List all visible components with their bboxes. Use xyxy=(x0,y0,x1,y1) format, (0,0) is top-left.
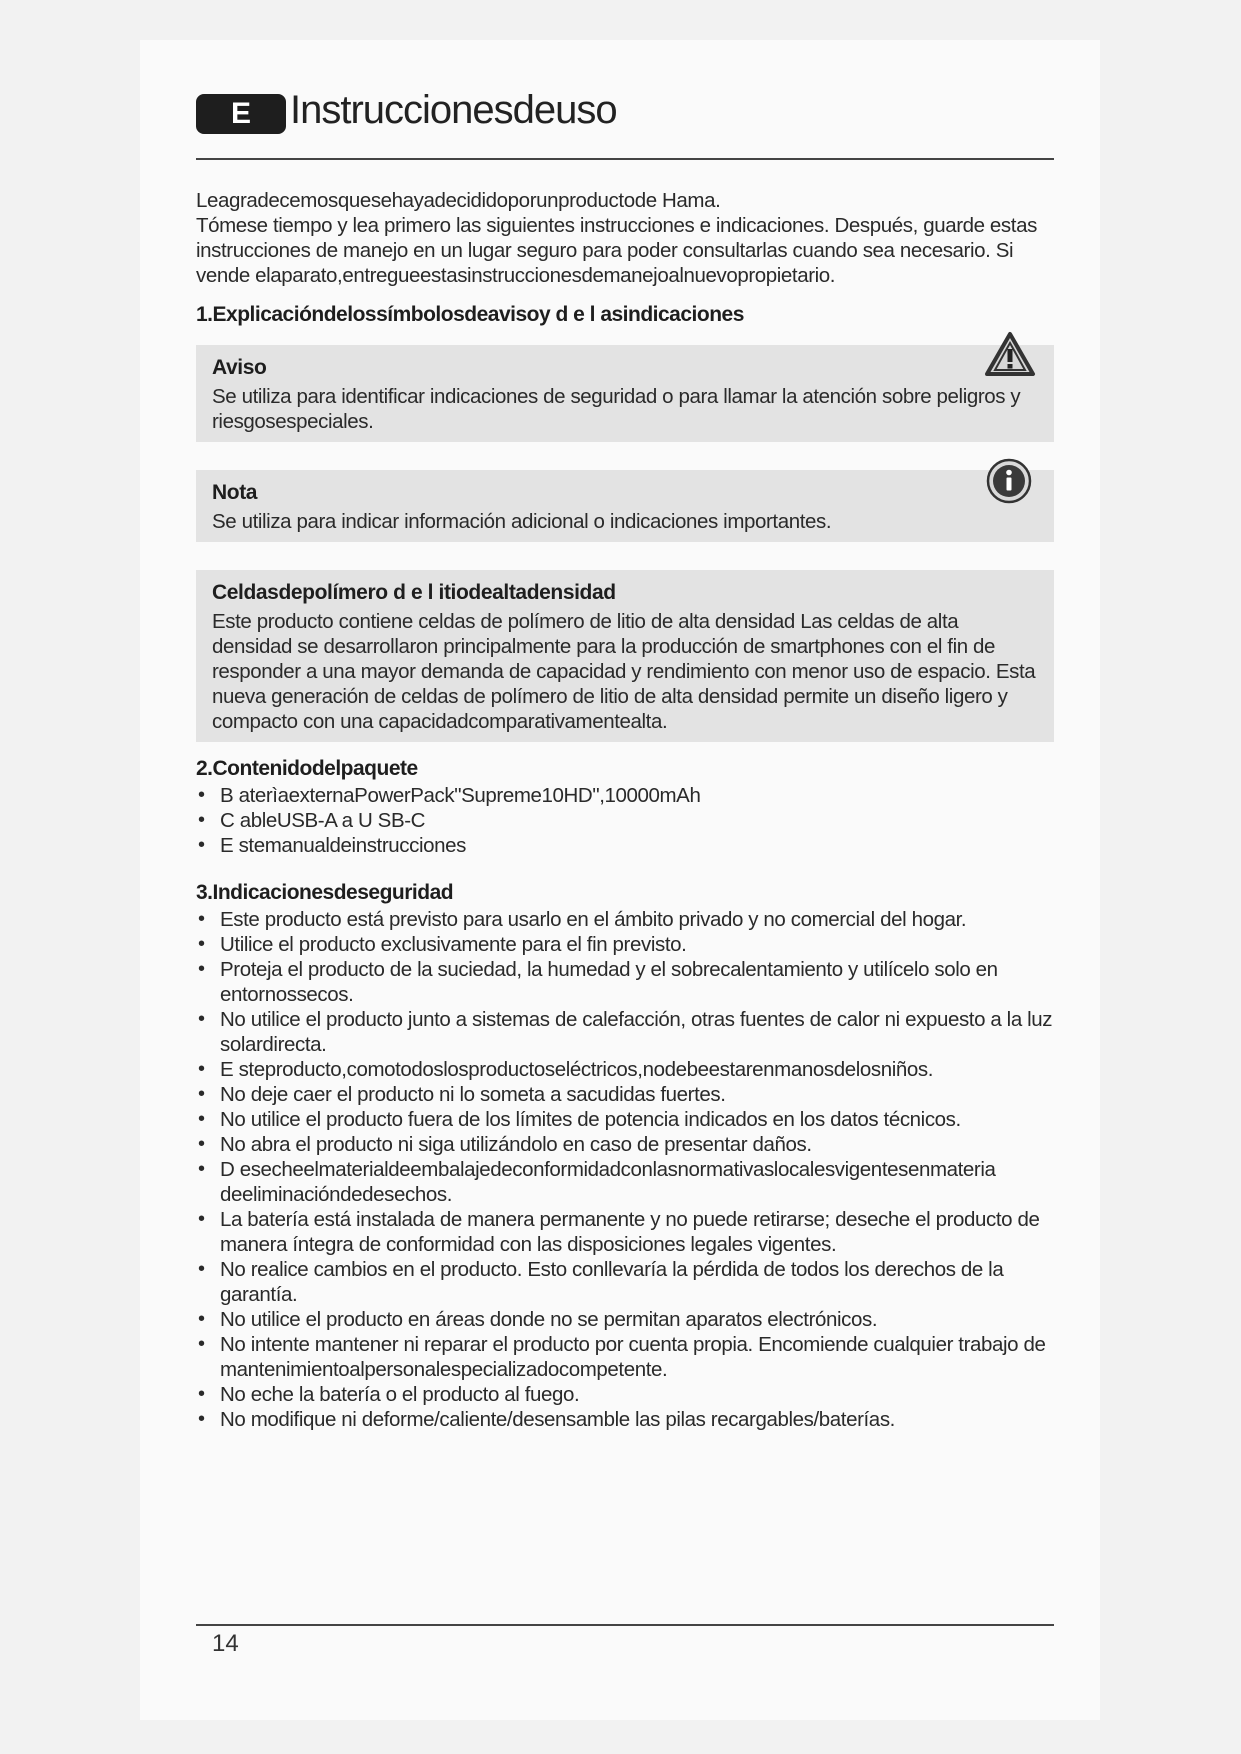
main-content xyxy=(196,188,1054,1432)
list-item: • No intente mantener ni reparar el producto por cuenta propia. Encomiende cualquier trabajo de mantenimientoalpersonalespecializadocompetente. xyxy=(196,1332,1054,1382)
list-item: • Utilice el producto exclusivamente para el fin previsto. xyxy=(196,932,1054,957)
section-heading-package: 2.Contenidodelpaquete xyxy=(196,757,418,780)
intro-line: Leagradecemosquesehayadecididoporunproductode Hama. xyxy=(196,189,721,212)
lithium-cells-box xyxy=(196,570,1054,742)
section-heading-safety: 3.Indicacionesdeseguridad xyxy=(196,881,454,904)
warning-triangle-icon xyxy=(984,331,1036,383)
list-item: • Este producto está previsto para usarlo en el ámbito privado y no comercial del hogar. xyxy=(196,907,1054,932)
list-item: • E steproducto,comotodoslosproductoseléctricos,nodebeestarenmanosdelosniños. xyxy=(196,1057,1054,1082)
footer-divider xyxy=(196,1624,1054,1626)
section-heading-symbols: 1.Explicacióndelossímbolosdeavisoy d e l asindicaciones xyxy=(196,303,744,326)
list-item: • No deje caer el producto ni lo someta a sacudidas fuertes. xyxy=(196,1082,1054,1107)
page-title: Instruccionesdeuso xyxy=(290,88,617,132)
note-box xyxy=(196,470,1054,542)
list-item: • No realice cambios en el producto. Esto conllevaría la pérdida de todos los derechos de la garantía. xyxy=(196,1257,1054,1307)
list-item: • No modifique ni deforme/caliente/desensamble las pilas recargables/baterías. xyxy=(196,1407,1054,1432)
note-title: Nota xyxy=(212,481,258,504)
list-item: • E stemanualdeinstrucciones xyxy=(196,833,1054,858)
warning-box xyxy=(196,345,1054,442)
safety-list xyxy=(196,907,1054,1432)
list-item: • No eche la batería o el producto al fuego. xyxy=(196,1382,1054,1407)
warning-title: Aviso xyxy=(212,356,267,379)
list-item: • No utilice el producto en áreas donde no se permitan aparatos electrónicos. xyxy=(196,1307,1054,1332)
list-item: • No abra el producto ni siga utilizándolo en caso de presentar daños. xyxy=(196,1132,1054,1157)
note-text: Se utiliza para indicar información adicional o indicaciones importantes. xyxy=(212,510,832,533)
info-icon xyxy=(986,458,1032,510)
language-badge: E xyxy=(196,94,286,134)
cells-text: Este producto contiene celdas de polímero de litio de alta densidad Las celdas de alta densidad se desarrollaron principalmente para la producción de smartphones con el fin de responder a una mayor demanda de capacidad y rendimiento con menor uso de espacio. Esta nueva generación de celdas de polímero de litio de alta densidad permite un diseño ligero y compacto con una capacidadcomparativamentealta. xyxy=(212,610,1036,733)
list-item: • B aterìaexternaPowerPack"Supreme10HD",10000mAh xyxy=(196,783,1054,808)
cells-title: Celdasdepolímero d e l itiodealtadensidad xyxy=(212,581,616,604)
intro-paragraph: Tómese tiempo y lea primero las siguientes instrucciones e indicaciones. Después, guarde estas instrucciones de manejo en un lugar seguro para poder consultarlas cuando sea necesario. Si vende elaparato,entregueestasinstruccionesdemanejoalnuevopropietario. xyxy=(196,214,1037,287)
list-item: • No utilice el producto junto a sistemas de calefacción, otras fuentes de calor ni expuesto a la luz solardirecta. xyxy=(196,1007,1054,1057)
page-number: 14 xyxy=(212,1630,239,1657)
header-divider xyxy=(196,158,1054,160)
package-list xyxy=(196,783,1054,858)
list-item: • No utilice el producto fuera de los límites de potencia indicados en los datos técnicos. xyxy=(196,1107,1054,1132)
intro-text xyxy=(196,188,1054,288)
list-item: • Proteja el producto de la suciedad, la humedad y el sobrecalentamiento y utilícelo solo en entornossecos. xyxy=(196,957,1054,1007)
list-item: • La batería está instalada de manera permanente y no puede retirarse; deseche el producto de manera íntegra de conformidad con las disposiciones legales vigentes. xyxy=(196,1207,1054,1257)
page-header xyxy=(196,90,1054,160)
warning-text: Se utiliza para identificar indicaciones de seguridad o para llamar la atención sobre peligros y riesgosespeciales. xyxy=(212,385,1021,433)
list-item: • C ableUSB-A a U SB-C xyxy=(196,808,1054,833)
list-item: • D esecheelmaterialdeembalajedeconformidadconlasnormativaslocalesvigentesenmateria deeliminacióndedesechos. xyxy=(196,1157,1054,1207)
